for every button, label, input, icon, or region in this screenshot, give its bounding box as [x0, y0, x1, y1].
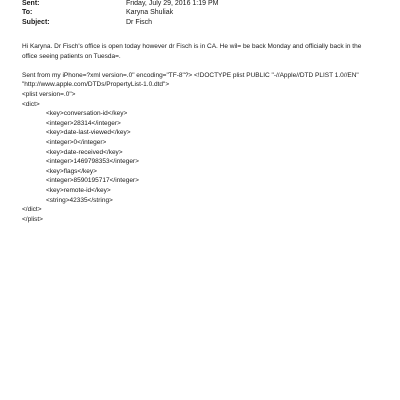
plist-line: </dict>	[22, 206, 42, 214]
plist-line: <key>conversation-id</key>	[46, 110, 128, 118]
subject-label: Subject:	[22, 19, 50, 26]
sent-label: Sent:	[22, 0, 40, 7]
plist-line: <key>date-received</key>	[46, 148, 123, 156]
plist-line: <key>date-last-viewed</key>	[46, 129, 131, 137]
signature-line-1: Sent from my iPhone=?xml version=.0" encoding="TF-8"?> <!DOCTYPE plist PUBLIC "-//Apple//DTD PLIST 1.0//EN"	[22, 71, 359, 79]
plist-line: <key>flags</key>	[46, 167, 97, 175]
plist-line: <dict>	[22, 100, 40, 108]
plist-line: </plist>	[22, 215, 43, 223]
plist-line: <integer>1469798353</integer>	[46, 158, 139, 166]
to-label: To:	[22, 9, 33, 16]
plist-block	[22, 90, 372, 224]
signature-line-2: "http://www.apple.com/DTDs/PropertyList-1.0.dtd">	[22, 81, 170, 89]
paragraph-gap	[22, 61, 372, 71]
subject-value: Dr Fisch	[126, 19, 153, 26]
email-body	[22, 42, 372, 224]
plist-line: <plist version=.0">	[22, 90, 76, 98]
plist-line: <integer>8590195717</integer>	[46, 177, 139, 185]
plist-line: <integer>0</integer>	[46, 138, 107, 146]
to-value: Karyna Shuliak	[126, 9, 174, 16]
sent-value: Friday, July 29, 2016 1:19 PM	[126, 0, 219, 7]
plist-line: <key>remote-id</key>	[46, 186, 111, 194]
plist-line: <integer>28314</integer>	[46, 119, 121, 127]
greeting-paragraph: Hi Karyna. Dr Fisch's office is open today however dr Fisch is in CA. He wil= be back Monday and officially back in the office seeing patients on Tuesda=.	[22, 43, 362, 60]
plist-line: <string>42335</string>	[46, 196, 113, 204]
